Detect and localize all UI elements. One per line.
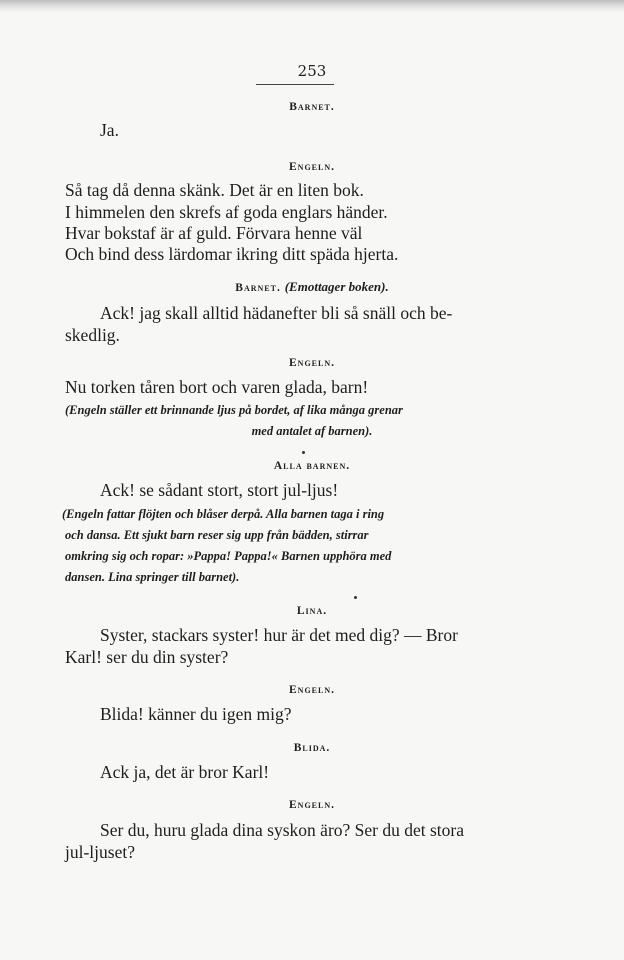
speaker-barnet: Barnet.: [289, 101, 335, 113]
speaker-engeln: Engeln.: [289, 799, 335, 811]
stage-direction: dansen. Lina springer till barnet).: [65, 570, 240, 584]
dialogue-line: Ack! se sådant stort, stort jul-ljus!: [100, 480, 339, 500]
verse-line: Så tag då denna skänk. Det är en liten bok.: [65, 180, 364, 200]
speaker-engeln: Engeln.: [289, 161, 335, 173]
page-number-rule: [256, 84, 334, 85]
stage-direction: (Engeln ställer ett brinnande ljus på bordet, af lika många grenar: [65, 403, 403, 417]
dialogue-line: Ack ja, det är bror Karl!: [100, 762, 270, 782]
speaker-engeln: Engeln.: [289, 684, 335, 696]
dialogue-line: Nu torken tåren bort och varen glada, barn!: [65, 377, 369, 397]
speaker-blida: Blida.: [293, 742, 331, 754]
dialogue-line: Blida! känner du igen mig?: [100, 704, 292, 724]
dialogue-line: Ja.: [100, 120, 119, 140]
dialogue-line: Ack! jag skall alltid hädanefter bli så snäll och be-: [100, 303, 453, 323]
stage-direction: med antalet af barnen).: [251, 424, 373, 438]
speaker-name: Barnet.: [235, 282, 281, 294]
ink-dot: [302, 451, 305, 454]
page-number: 253: [297, 62, 327, 80]
stage-direction: omkring sig och ropar: »Pappa! Pappa!« Barnen upphöra med: [65, 549, 392, 563]
dialogue-line: Ser du, huru glada dina syskon äro? Ser du det stora: [100, 820, 465, 840]
stage-direction: (Engeln fattar flöjten och blåser derpå. Alla barnen taga i ring: [62, 507, 385, 521]
speaker-alla-barnen: Alla barnen.: [273, 460, 351, 472]
stage-direction: och dansa. Ett sjukt barn reser sig upp från bädden, stirrar: [65, 528, 369, 542]
dialogue-line: skedlig.: [65, 325, 120, 345]
verse-line: Hvar bokstaf är af guld. Förvara henne väl: [65, 223, 363, 243]
page-top-edge: [0, 0, 624, 12]
ink-dot: [354, 596, 357, 599]
stage-direction: (Emottager boken).: [284, 279, 389, 294]
verse-line: I himmelen den skrefs af goda englars händer.: [65, 202, 388, 222]
verse-line: Och bind dess lärdomar ikring ditt späda hjerta.: [65, 244, 399, 264]
speaker-engeln: Engeln.: [289, 357, 335, 369]
dialogue-line: jul-ljuset?: [65, 842, 135, 862]
speaker-lina: Lina.: [296, 605, 328, 617]
dialogue-line: Syster, stackars syster! hur är det med dig? — Bror: [100, 625, 458, 645]
speaker-barnet: [0, 279, 624, 295]
dialogue-line: Karl! ser du din syster?: [65, 647, 229, 667]
